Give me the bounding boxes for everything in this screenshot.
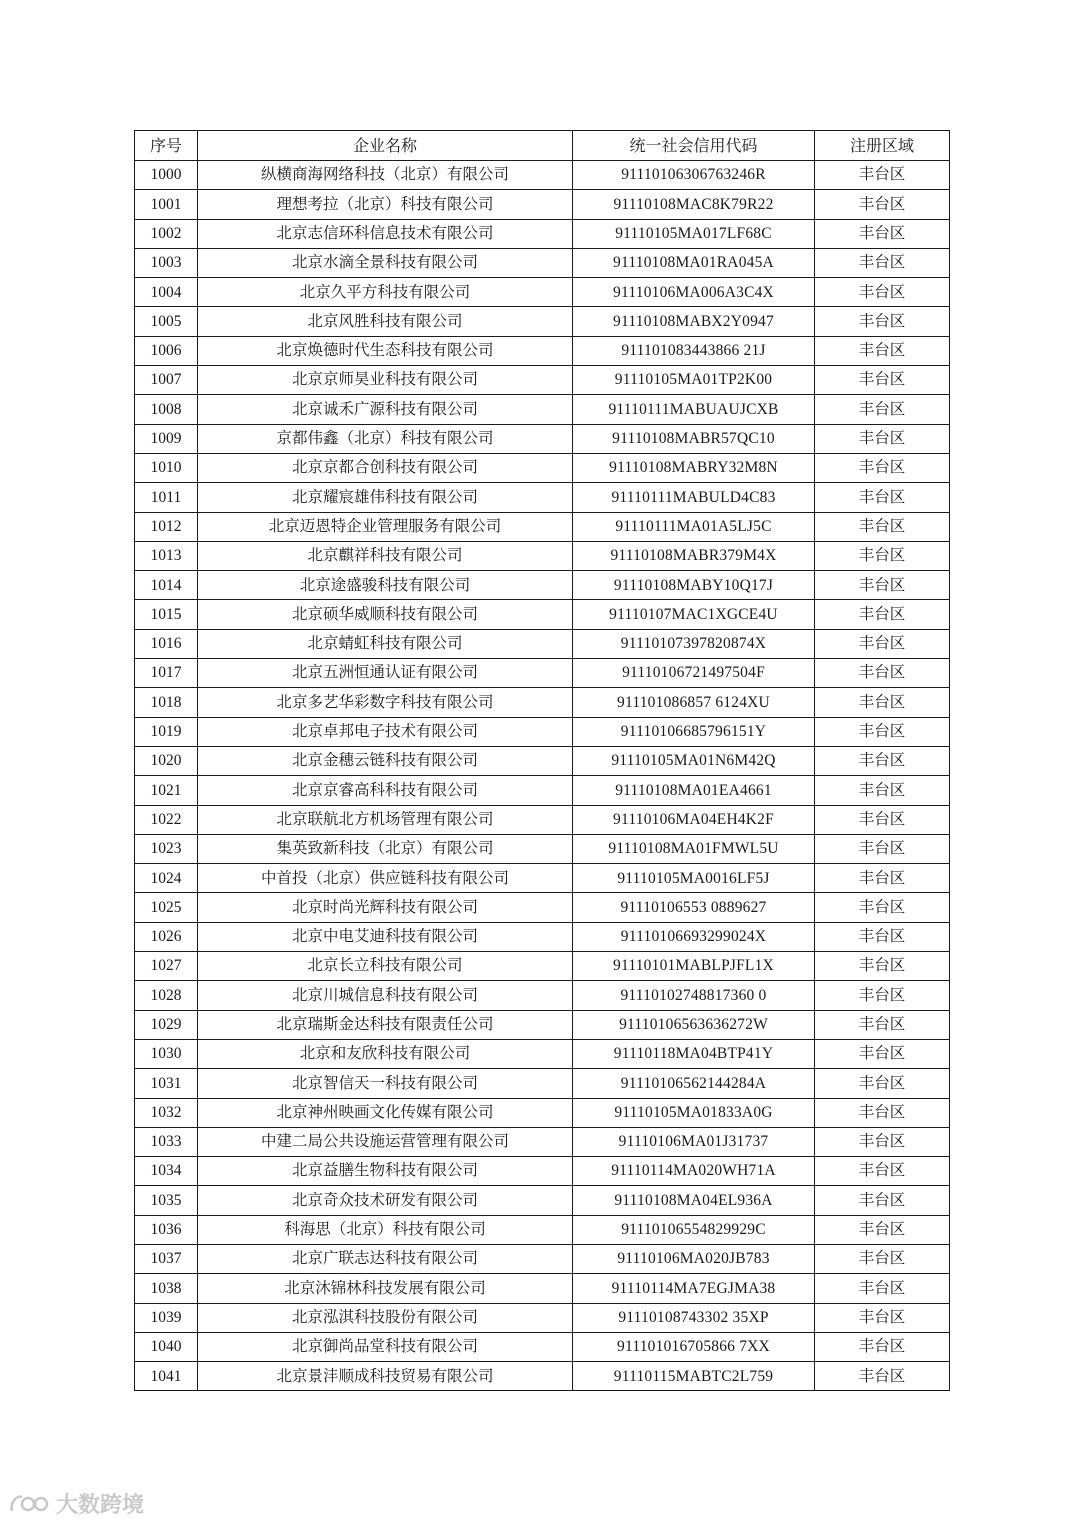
- cell-region: 丰台区: [815, 893, 950, 922]
- cell-company-name: 北京久平方科技有限公司: [198, 278, 573, 307]
- cell-company-name: 理想考拉（北京）科技有限公司: [198, 190, 573, 219]
- table-row: [135, 1157, 950, 1186]
- cell-credit-code: 91110114MA7EGJMA38: [573, 1274, 815, 1303]
- cell-company-name: 北京金穗云链科技有限公司: [198, 746, 573, 775]
- cell-company-name: 北京瑞斯金达科技有限责任公司: [198, 1010, 573, 1039]
- cell-credit-code: 91110106553 0889627: [573, 893, 815, 922]
- cell-credit-code: 91110106562144284A: [573, 1069, 815, 1098]
- cell-company-name: 北京时尚光辉科技有限公司: [198, 893, 573, 922]
- header-company-name: 企业名称: [198, 131, 573, 161]
- cell-credit-code: 91110105MA0016LF5J: [573, 864, 815, 893]
- cell-credit-code: 91110108MABY10Q17J: [573, 571, 815, 600]
- table-row: [135, 307, 950, 336]
- table-row: [135, 893, 950, 922]
- cell-company-name: 京都伟鑫（北京）科技有限公司: [198, 424, 573, 453]
- cell-index: 1039: [135, 1303, 198, 1332]
- cell-credit-code: 91110111MA01A5LJ5C: [573, 512, 815, 541]
- cell-region: 丰台区: [815, 336, 950, 365]
- cell-credit-code: 91110118MA04BTP41Y: [573, 1039, 815, 1068]
- cell-credit-code: 91110114MA020WH71A: [573, 1157, 815, 1186]
- cell-index: 1000: [135, 161, 198, 190]
- cell-index: 1007: [135, 366, 198, 395]
- cell-region: 丰台区: [815, 834, 950, 863]
- cell-credit-code: 91110105MA01833A0G: [573, 1098, 815, 1127]
- cell-credit-code: 91110108MA01EA4661: [573, 776, 815, 805]
- cell-region: 丰台区: [815, 1157, 950, 1186]
- table-row: [135, 1215, 950, 1244]
- cell-index: 1027: [135, 952, 198, 981]
- table-row: [135, 161, 950, 190]
- cell-credit-code: 911101016705866 7XX: [573, 1332, 815, 1361]
- cell-index: 1024: [135, 864, 198, 893]
- cell-region: 丰台区: [815, 981, 950, 1010]
- cell-company-name: 北京智信天一科技有限公司: [198, 1069, 573, 1098]
- cell-index: 1015: [135, 600, 198, 629]
- cell-region: 丰台区: [815, 659, 950, 688]
- cell-region: 丰台区: [815, 952, 950, 981]
- table-row: [135, 600, 950, 629]
- cell-region: 丰台区: [815, 1010, 950, 1039]
- cell-credit-code: 91110108MABRY32M8N: [573, 453, 815, 482]
- cell-credit-code: 91110105MA017LF68C: [573, 219, 815, 248]
- table-row: [135, 541, 950, 570]
- cell-index: 1020: [135, 746, 198, 775]
- cell-company-name: 中建二局公共设施运营管理有限公司: [198, 1127, 573, 1156]
- table-row: [135, 659, 950, 688]
- table-row: [135, 834, 950, 863]
- header-credit-code: 统一社会信用代码: [573, 131, 815, 161]
- cell-company-name: 北京奇众技术研发有限公司: [198, 1186, 573, 1215]
- cell-index: 1037: [135, 1244, 198, 1273]
- table-row: [135, 483, 950, 512]
- cell-region: 丰台区: [815, 776, 950, 805]
- cell-index: 1006: [135, 336, 198, 365]
- cell-region: 丰台区: [815, 483, 950, 512]
- cell-credit-code: 91110107MAC1XGCE4U: [573, 600, 815, 629]
- cell-credit-code: 911101083443866 21J: [573, 336, 815, 365]
- cell-region: 丰台区: [815, 453, 950, 482]
- cell-company-name: 北京中电艾迪科技有限公司: [198, 922, 573, 951]
- company-table: [134, 130, 950, 1391]
- cell-credit-code: 91110108MAC8K79R22: [573, 190, 815, 219]
- cell-credit-code: 91110111MABULD4C83: [573, 483, 815, 512]
- table-row: [135, 1069, 950, 1098]
- cell-credit-code: 91110106693299024X: [573, 922, 815, 951]
- cell-index: 1031: [135, 1069, 198, 1098]
- cell-index: 1025: [135, 893, 198, 922]
- cell-index: 1018: [135, 688, 198, 717]
- cell-index: 1008: [135, 395, 198, 424]
- cell-credit-code: 91110108MA01FMWL5U: [573, 834, 815, 863]
- table-row: [135, 717, 950, 746]
- cell-company-name: 北京京师昊业科技有限公司: [198, 366, 573, 395]
- cell-company-name: 北京志信环科信息技术有限公司: [198, 219, 573, 248]
- table-row: [135, 688, 950, 717]
- cell-index: 1004: [135, 278, 198, 307]
- cell-region: 丰台区: [815, 1303, 950, 1332]
- cell-index: 1005: [135, 307, 198, 336]
- cell-credit-code: 91110108MABR57QC10: [573, 424, 815, 453]
- table-row: [135, 1010, 950, 1039]
- cell-index: 1016: [135, 629, 198, 658]
- cell-credit-code: 911101086857 6124XU: [573, 688, 815, 717]
- cell-index: 1017: [135, 659, 198, 688]
- table-row: [135, 1039, 950, 1068]
- cell-region: 丰台区: [815, 161, 950, 190]
- cell-credit-code: 91110101MABLPJFL1X: [573, 952, 815, 981]
- cell-company-name: 北京御尚品堂科技有限公司: [198, 1332, 573, 1361]
- cell-company-name: 科海思（北京）科技有限公司: [198, 1215, 573, 1244]
- header-index: 序号: [135, 131, 198, 161]
- cell-region: 丰台区: [815, 1362, 950, 1391]
- cell-index: 1038: [135, 1274, 198, 1303]
- cell-index: 1022: [135, 805, 198, 834]
- cell-company-name: 北京京睿高科科技有限公司: [198, 776, 573, 805]
- watermark: [8, 1488, 144, 1519]
- cell-region: 丰台区: [815, 278, 950, 307]
- table-row: [135, 1098, 950, 1127]
- cell-region: 丰台区: [815, 1274, 950, 1303]
- cell-company-name: 北京途盛骏科技有限公司: [198, 571, 573, 600]
- cell-company-name: 北京长立科技有限公司: [198, 952, 573, 981]
- table-row: [135, 1274, 950, 1303]
- cell-company-name: 北京风胜科技有限公司: [198, 307, 573, 336]
- cell-company-name: 北京联航北方机场管理有限公司: [198, 805, 573, 834]
- table-header-row: [135, 131, 950, 161]
- cell-index: 1029: [135, 1010, 198, 1039]
- cell-region: 丰台区: [815, 1069, 950, 1098]
- cell-region: 丰台区: [815, 922, 950, 951]
- watermark-text: 大数跨境: [56, 1493, 145, 1518]
- cell-region: 丰台区: [815, 1127, 950, 1156]
- cell-region: 丰台区: [815, 512, 950, 541]
- cell-index: 1033: [135, 1127, 198, 1156]
- cell-index: 1023: [135, 834, 198, 863]
- table-row: [135, 248, 950, 277]
- cell-company-name: 北京诚禾广源科技有限公司: [198, 395, 573, 424]
- cell-company-name: 北京麒祥科技有限公司: [198, 541, 573, 570]
- cell-region: 丰台区: [815, 190, 950, 219]
- cell-index: 1026: [135, 922, 198, 951]
- cell-index: 1032: [135, 1098, 198, 1127]
- cell-credit-code: 91110106306763246R: [573, 161, 815, 190]
- table-row: [135, 190, 950, 219]
- cell-region: 丰台区: [815, 864, 950, 893]
- table-row: [135, 1244, 950, 1273]
- cell-region: 丰台区: [815, 717, 950, 746]
- cell-credit-code: 91110107397820874X: [573, 629, 815, 658]
- cell-company-name: 北京川城信息科技有限公司: [198, 981, 573, 1010]
- cell-index: 1041: [135, 1362, 198, 1391]
- cell-index: 1028: [135, 981, 198, 1010]
- cell-index: 1019: [135, 717, 198, 746]
- cell-company-name: 集英致新科技（北京）有限公司: [198, 834, 573, 863]
- cell-company-name: 北京景沣顺成科技贸易有限公司: [198, 1362, 573, 1391]
- cell-company-name: 北京广联志达科技有限公司: [198, 1244, 573, 1273]
- cell-region: 丰台区: [815, 571, 950, 600]
- cell-company-name: 北京焕德时代生态科技有限公司: [198, 336, 573, 365]
- cell-region: 丰台区: [815, 1332, 950, 1361]
- cell-credit-code: 91110106MA04EH4K2F: [573, 805, 815, 834]
- cell-company-name: 北京五洲恒通认证有限公司: [198, 659, 573, 688]
- cell-credit-code: 91110102748817360 0: [573, 981, 815, 1010]
- cell-credit-code: 91110106563636272W: [573, 1010, 815, 1039]
- table-row: [135, 776, 950, 805]
- cell-credit-code: 91110106MA006A3C4X: [573, 278, 815, 307]
- table-row: [135, 336, 950, 365]
- cell-region: 丰台区: [815, 1186, 950, 1215]
- cell-credit-code: 91110106MA020JB783: [573, 1244, 815, 1273]
- cell-index: 1002: [135, 219, 198, 248]
- cell-company-name: 北京蜻虹科技有限公司: [198, 629, 573, 658]
- cell-company-name: 北京和友欣科技有限公司: [198, 1039, 573, 1068]
- table-body: [135, 161, 950, 1391]
- cell-company-name: 北京迈恩特企业管理服务有限公司: [198, 512, 573, 541]
- cell-region: 丰台区: [815, 424, 950, 453]
- cell-credit-code: 91110108743302 35XP: [573, 1303, 815, 1332]
- table-row: [135, 746, 950, 775]
- table-row: [135, 864, 950, 893]
- cell-company-name: 北京沐锦林科技发展有限公司: [198, 1274, 573, 1303]
- cell-credit-code: 91110111MABUAUJCXB: [573, 395, 815, 424]
- cell-region: 丰台区: [815, 1244, 950, 1273]
- cell-company-name: 纵横商海网络科技（北京）有限公司: [198, 161, 573, 190]
- cell-credit-code: 91110106685796151Y: [573, 717, 815, 746]
- cell-index: 1021: [135, 776, 198, 805]
- cell-company-name: 北京泓淇科技股份有限公司: [198, 1303, 573, 1332]
- cell-region: 丰台区: [815, 307, 950, 336]
- cell-credit-code: 91110106721497504F: [573, 659, 815, 688]
- cell-index: 1012: [135, 512, 198, 541]
- cell-credit-code: 91110108MABR379M4X: [573, 541, 815, 570]
- cell-index: 1003: [135, 248, 198, 277]
- cell-credit-code: 91110115MABTC2L759: [573, 1362, 815, 1391]
- cell-index: 1011: [135, 483, 198, 512]
- cell-region: 丰台区: [815, 1039, 950, 1068]
- cell-credit-code: 91110106MA01J31737: [573, 1127, 815, 1156]
- cell-credit-code: 91110108MABX2Y0947: [573, 307, 815, 336]
- cell-credit-code: 91110106554829929C: [573, 1215, 815, 1244]
- cell-index: 1034: [135, 1157, 198, 1186]
- cell-region: 丰台区: [815, 629, 950, 658]
- cell-credit-code: 91110108MA01RA045A: [573, 248, 815, 277]
- table-row: [135, 278, 950, 307]
- cell-region: 丰台区: [815, 600, 950, 629]
- logo-icon: [8, 1491, 50, 1517]
- cell-company-name: 北京神州映画文化传媒有限公司: [198, 1098, 573, 1127]
- header-region: 注册区域: [815, 131, 950, 161]
- cell-region: 丰台区: [815, 1098, 950, 1127]
- cell-company-name: 中首投（北京）供应链科技有限公司: [198, 864, 573, 893]
- cell-index: 1014: [135, 571, 198, 600]
- cell-index: 1030: [135, 1039, 198, 1068]
- table-row: [135, 366, 950, 395]
- table-row: [135, 1332, 950, 1361]
- table-row: [135, 424, 950, 453]
- table-row: [135, 1127, 950, 1156]
- table-row: [135, 952, 950, 981]
- cell-index: 1036: [135, 1215, 198, 1244]
- cell-index: 1001: [135, 190, 198, 219]
- cell-region: 丰台区: [815, 366, 950, 395]
- cell-company-name: 北京硕华威顺科技有限公司: [198, 600, 573, 629]
- table-row: [135, 1362, 950, 1391]
- cell-company-name: 北京水滴全景科技有限公司: [198, 248, 573, 277]
- cell-company-name: 北京益膳生物科技有限公司: [198, 1157, 573, 1186]
- cell-credit-code: 91110105MA01N6M42Q: [573, 746, 815, 775]
- cell-company-name: 北京耀宸雄伟科技有限公司: [198, 483, 573, 512]
- cell-region: 丰台区: [815, 219, 950, 248]
- cell-company-name: 北京卓邦电子技术有限公司: [198, 717, 573, 746]
- cell-index: 1040: [135, 1332, 198, 1361]
- cell-credit-code: 91110105MA01TP2K00: [573, 366, 815, 395]
- table-row: [135, 395, 950, 424]
- cell-company-name: 北京多艺华彩数字科技有限公司: [198, 688, 573, 717]
- table-row: [135, 805, 950, 834]
- cell-region: 丰台区: [815, 805, 950, 834]
- cell-region: 丰台区: [815, 395, 950, 424]
- cell-index: 1035: [135, 1186, 198, 1215]
- table-row: [135, 922, 950, 951]
- table-row: [135, 453, 950, 482]
- cell-credit-code: 91110108MA04EL936A: [573, 1186, 815, 1215]
- cell-region: 丰台区: [815, 541, 950, 570]
- table-row: [135, 219, 950, 248]
- table-row: [135, 571, 950, 600]
- table-row: [135, 1303, 950, 1332]
- company-table-container: [134, 130, 949, 1391]
- cell-index: 1010: [135, 453, 198, 482]
- cell-index: 1009: [135, 424, 198, 453]
- cell-company-name: 北京京都合创科技有限公司: [198, 453, 573, 482]
- table-row: [135, 629, 950, 658]
- table-row: [135, 512, 950, 541]
- cell-region: 丰台区: [815, 688, 950, 717]
- table-row: [135, 981, 950, 1010]
- table-row: [135, 1186, 950, 1215]
- cell-region: 丰台区: [815, 1215, 950, 1244]
- cell-index: 1013: [135, 541, 198, 570]
- cell-region: 丰台区: [815, 746, 950, 775]
- cell-region: 丰台区: [815, 248, 950, 277]
